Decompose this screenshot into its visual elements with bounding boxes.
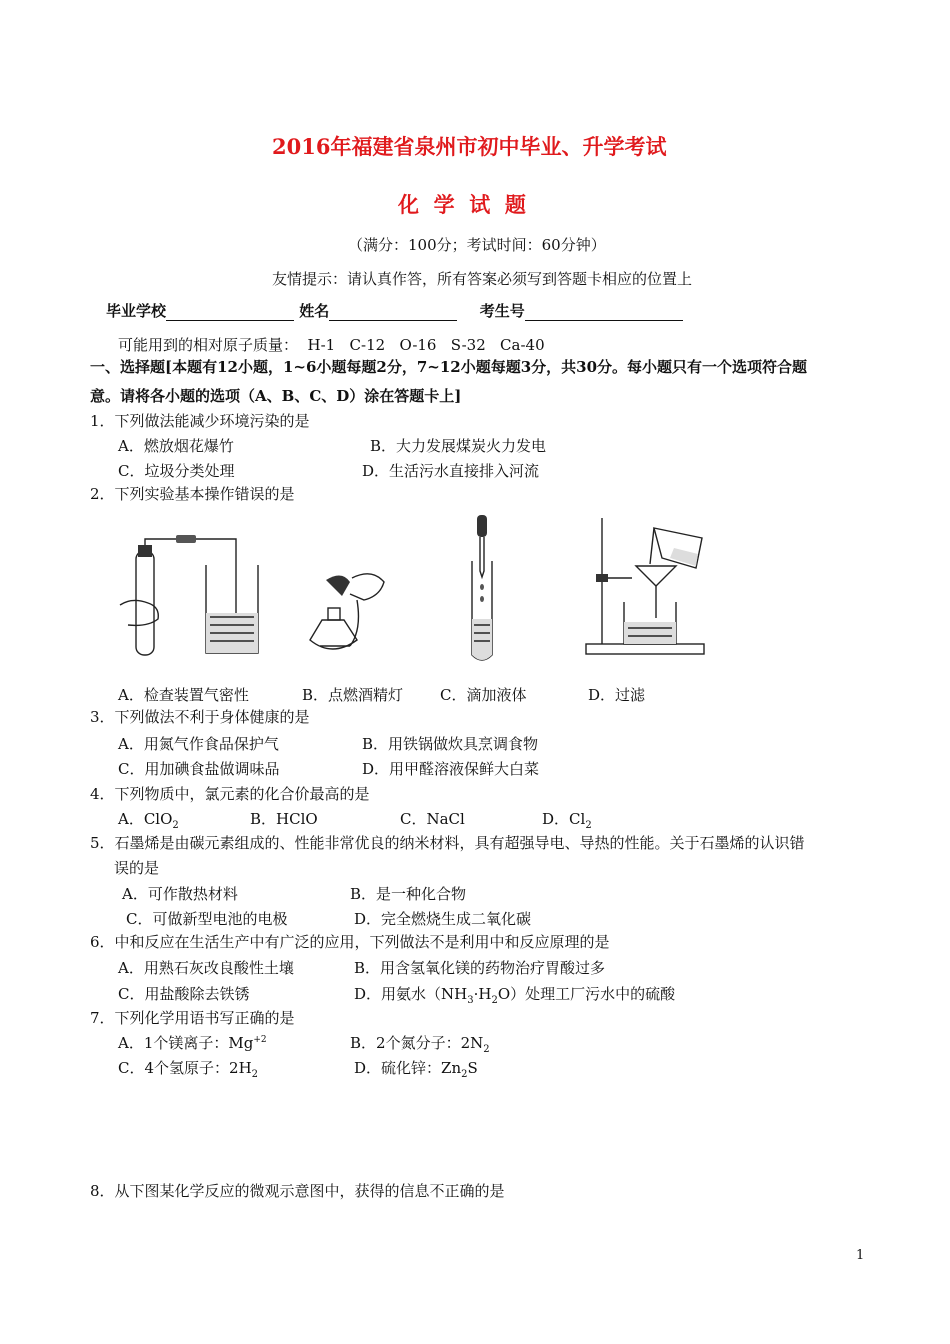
q1-option-c: C．垃圾分类处理 — [118, 462, 235, 480]
airtightness-check-figure — [118, 535, 278, 660]
q4-d-sub: 2 — [585, 820, 592, 831]
q5-stem-line1: 5．石墨烯是由碳元素组成的、性能非常优良的纳米材料，具有超强导电、导热的性能。关于石墨烯的认识错 — [90, 834, 805, 852]
q4-option-a — [118, 808, 179, 831]
q6-stem: 6．中和反应在生活生产中有广泛的应用，下列做法不是利用中和反应原理的是 — [90, 933, 610, 951]
q2-option-d: D．过滤 — [588, 686, 646, 704]
q7-d-sub: 2 — [461, 1069, 468, 1080]
q7-option-d — [354, 1057, 478, 1080]
q2-option-c: C．滴加液体 — [440, 686, 527, 704]
q1-option-a: A．燃放烟花爆竹 — [118, 437, 234, 455]
q1-option-d: D．生活污水直接排入河流 — [362, 462, 540, 480]
q4-option-d — [542, 808, 592, 831]
q6-option-a: A．用熟石灰改良酸性土壤 — [118, 959, 294, 977]
candidate-info-row — [106, 300, 683, 321]
subject-title-text: 化 学 试 题 — [398, 192, 526, 217]
id-field[interactable] — [525, 304, 683, 321]
add-liquid-dropper-figure — [462, 515, 502, 665]
q7-option-a — [118, 1032, 267, 1053]
q7-c-sub: 2 — [251, 1069, 259, 1080]
filtration-figure — [584, 518, 714, 658]
q4-a-text: A．ClO — [118, 810, 173, 828]
q7-stem: 7．下列化学用语书写正确的是 — [90, 1009, 295, 1027]
school-field[interactable] — [166, 304, 294, 321]
exam-title: 2016年福建省泉州市初中毕业、升学考试 — [272, 134, 667, 159]
q7-option-b — [350, 1032, 490, 1055]
atomic-masses: 可能用到的相对原子质量： H-1 C-12 O-16 S-32 Ca-40 — [118, 336, 545, 354]
q5-option-d: D．完全燃烧生成二氧化碳 — [354, 910, 532, 928]
exam-info: （满分：100分；考试时间：60分钟） — [348, 236, 606, 254]
q7-c-text: C．4个氢原子：2H — [118, 1059, 252, 1077]
q6-d-mid: ·H — [473, 985, 492, 1003]
q4-option-c: C．NaCl — [400, 810, 465, 828]
q1-stem: 1．下列做法能减少环境污染的是 — [90, 412, 310, 430]
q3-option-b: B．用铁锅做炊具烹调食物 — [362, 735, 539, 753]
q8-stem: 8．从下图某化学反应的微观示意图中，获得的信息不正确的是 — [90, 1182, 505, 1200]
friendly-tip: 友情提示：请认真作答，所有答案必须写到答题卡相应的位置上 — [272, 270, 693, 288]
q3-option-a: A．用氮气作食品保护气 — [118, 735, 279, 753]
q5-option-a: A．可作散热材料 — [122, 885, 238, 903]
section1-line1: 一、选择题[本题有12小题，1~6小题每题2分，7~12小题每题3分，共30分。每小题只有一个选项符合题 — [90, 358, 808, 376]
q3-stem: 3．下列做法不利于身体健康的是 — [90, 708, 310, 726]
name-field[interactable] — [329, 304, 457, 321]
q6-d-sub2: 2 — [491, 995, 498, 1006]
q7-d-post: S — [467, 1059, 478, 1077]
q6-option-d — [354, 983, 675, 1006]
q2-stem: 2．下列实验基本操作错误的是 — [90, 485, 295, 503]
q5-option-b: B．是一种化合物 — [350, 885, 467, 903]
section1-line2: 意。请将各小题的选项（A、B、C、D）涂在答题卡上] — [90, 387, 462, 405]
q7-d-text: D．硫化锌：Zn — [354, 1059, 462, 1077]
light-alcohol-lamp-figure — [302, 560, 392, 660]
q7-b-sub: 2 — [483, 1044, 490, 1055]
q2-option-b: B．点燃酒精灯 — [302, 686, 404, 704]
name-label: 姓名 — [299, 302, 330, 320]
q5-stem-line2: 误的是 — [114, 859, 160, 877]
id-label: 考生号 — [479, 302, 525, 320]
q6-d-end: O）处理工厂污水中的硫酸 — [497, 985, 676, 1003]
q6-option-c: C．用盐酸除去铁锈 — [118, 985, 250, 1003]
q1-option-b: B．大力发展煤炭火力发电 — [370, 437, 547, 455]
q7-a-text: A．1个镁离子：Mg — [118, 1034, 254, 1052]
q6-option-b: B．用含氢氧化镁的药物治疗胃酸过多 — [354, 959, 606, 977]
q2-option-a: A．检查装置气密性 — [118, 686, 249, 704]
q7-a-sup: +2 — [253, 1035, 267, 1045]
q3-option-d: D．用甲醛溶液保鲜大白菜 — [362, 760, 540, 778]
subject-title — [398, 189, 526, 219]
q6-d-sub: 3 — [467, 995, 474, 1006]
school-label: 毕业学校 — [106, 302, 167, 320]
q6-d-pre: D．用氨水（NH — [354, 985, 468, 1003]
q4-stem: 4．下列物质中，氯元素的化合价最高的是 — [90, 785, 370, 803]
q4-option-b: B．HClO — [250, 810, 318, 828]
page-number: 1 — [856, 1248, 865, 1263]
q7-option-c — [118, 1057, 258, 1080]
q4-a-sub: 2 — [172, 820, 179, 831]
q7-b-text: B．2个氮分子：2N — [350, 1034, 484, 1052]
q5-option-c: C．可做新型电池的电极 — [126, 910, 288, 928]
q4-d-text: D．Cl — [542, 810, 586, 828]
q3-option-c: C．用加碘食盐做调味品 — [118, 760, 280, 778]
